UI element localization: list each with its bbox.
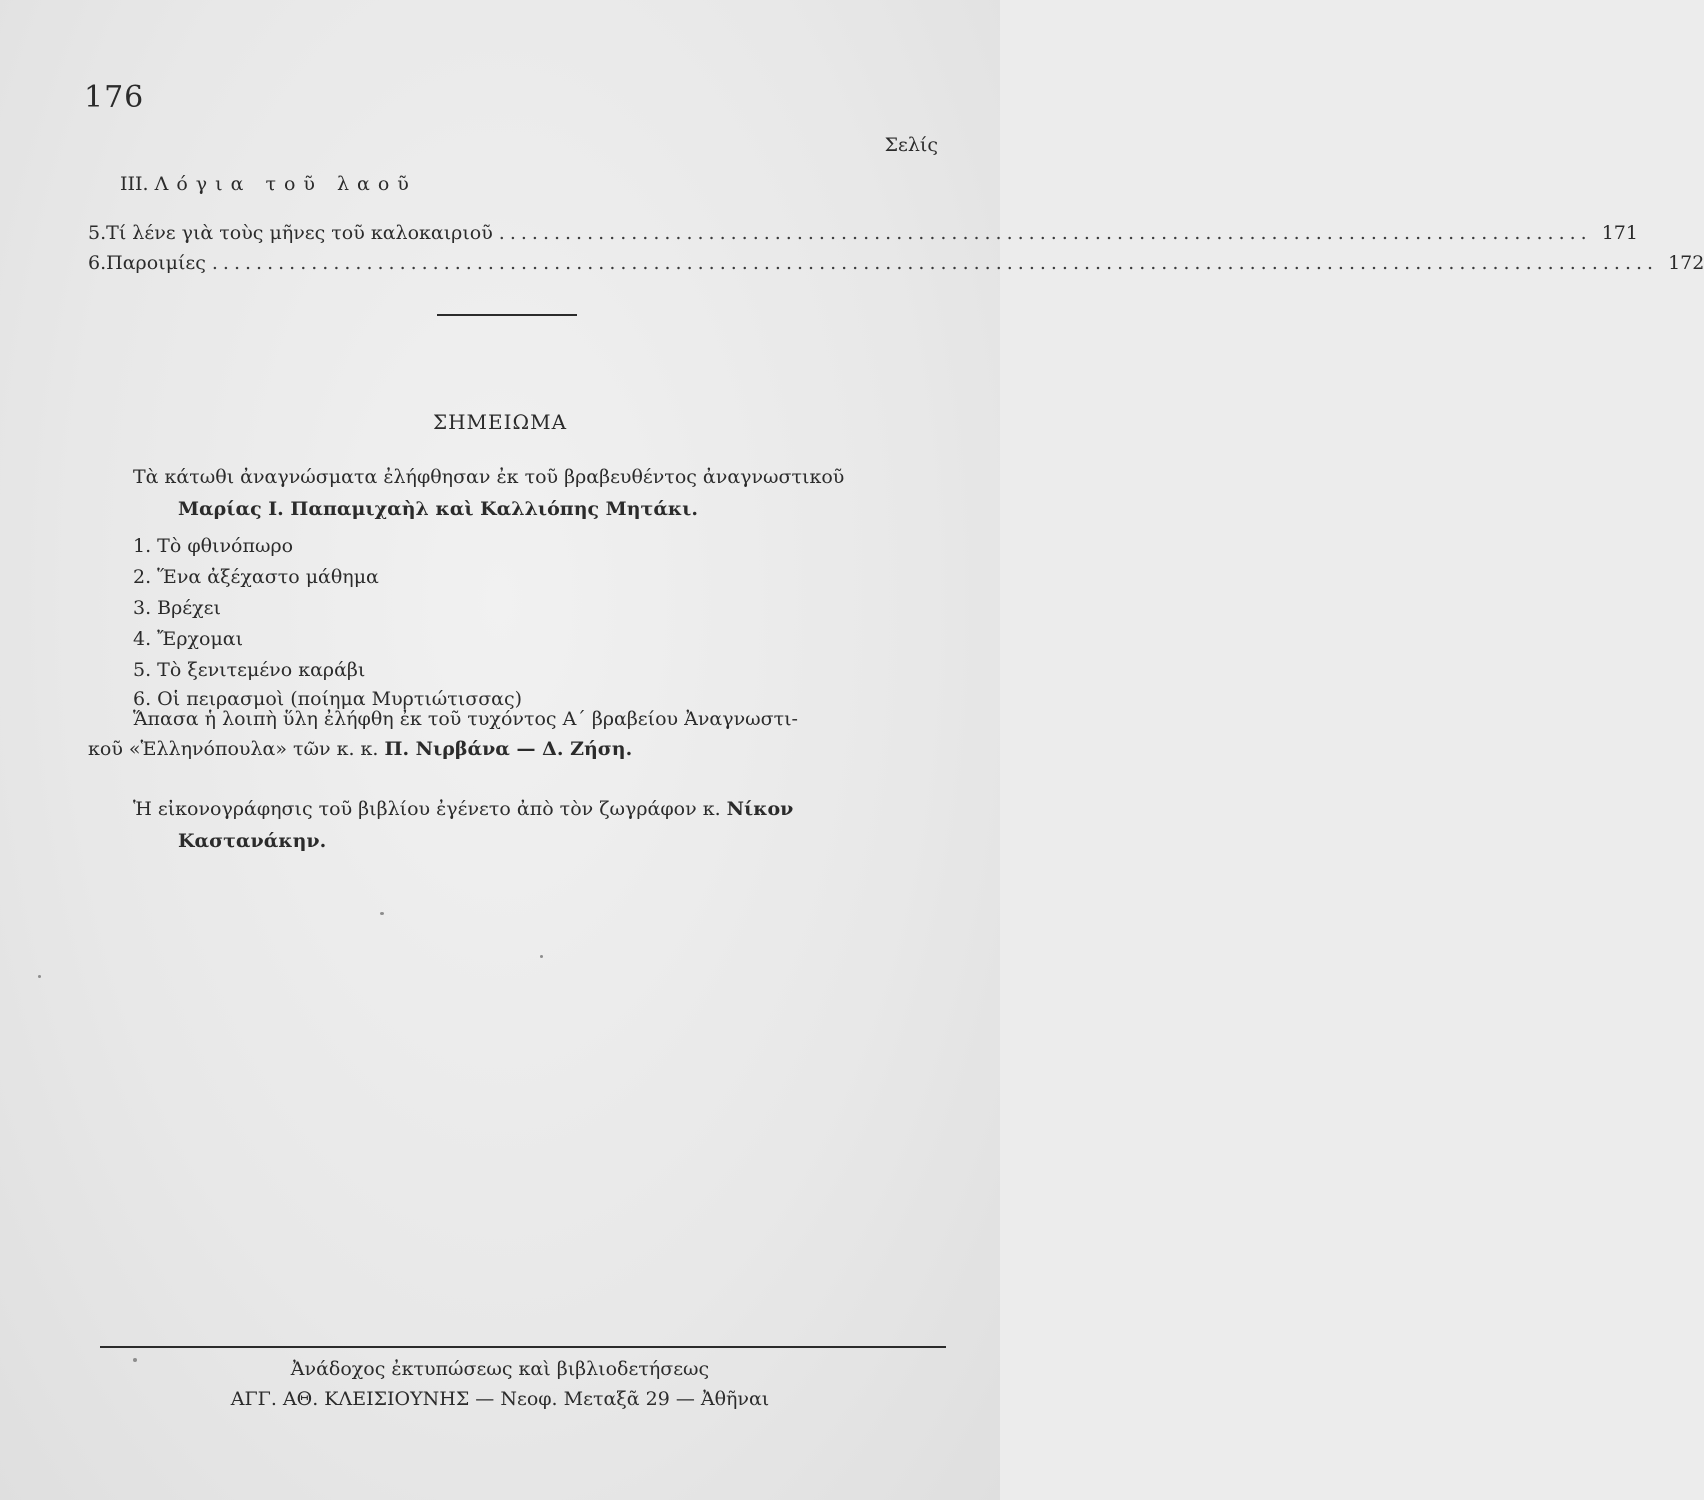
paper-speck <box>540 955 543 958</box>
section-title: Λόγια τοῦ λαοῦ <box>154 173 417 195</box>
notes-rest-sources <box>88 740 632 759</box>
toc-dot-leader: ................................................................................................................................... <box>211 252 1659 274</box>
notes-intro-line: Τὰ κάτωθι ἀναγνώσματα ἐλήφθησαν ἐκ τοῦ βραβευθέντος ἀναγνωστικοῦ <box>133 466 845 488</box>
toc-entry <box>88 252 1704 274</box>
notes-intro-authors: Μαρίας Ι. Παπαμιχαὴλ καὶ Καλλιόπης Μητάκι. <box>178 498 698 520</box>
page-number: 176 <box>84 80 145 115</box>
notes-list-item: 5. Τὸ ξενιτεμένο καράβι <box>133 659 366 681</box>
notes-illustration-line <box>133 800 793 819</box>
toc-entry-number: 5. <box>88 222 107 244</box>
toc-dot-leader: ................................................................................................... <box>498 222 1592 244</box>
paper-speck <box>38 975 41 978</box>
notes-illustrator-last-name: Καστανάκην. <box>178 830 327 852</box>
notes-rest-line: Ἅπασα ἡ λοιπὴ ὕλη ἐλήφθη ἐκ τοῦ τυχόντος Α΄ βραβείου Ἀναγνωστι- <box>133 708 798 730</box>
notes-list-item: 2. Ἕνα ἀξέχαστο μάθημα <box>133 566 379 588</box>
toc-entry-page: 171 <box>1601 222 1638 244</box>
notes-list-item: 4. Ἔρχομαι <box>133 628 244 650</box>
notes-illustration-text: Ἡ εἰκονογράφησις τοῦ βιβλίου ἐγένετο ἀπὸ τὸν ζωγράφον κ. <box>133 798 727 820</box>
notes-list-item: 3. Βρέχει <box>133 597 221 619</box>
notes-rest-sources-authors: Π. Νιρβάνα — Δ. Ζήση. <box>384 738 633 760</box>
toc-entry-title: Τί λένε γιὰ τοὺς μῆνες τοῦ καλοκαιριοῦ <box>106 222 493 244</box>
notes-title: ΣΗΜΕΙΩΜΑ <box>432 410 568 434</box>
notes-illustrator-first-name: Νίκον <box>726 798 794 820</box>
section-numeral: III. <box>120 173 149 195</box>
section-heading <box>120 173 417 195</box>
section-divider <box>437 314 577 316</box>
toc-entry <box>88 222 1638 244</box>
notes-list-item: 1. Τὸ φθινόπωρο <box>133 535 294 557</box>
toc-entry-title: Παροιμίες <box>106 252 206 274</box>
toc-entry-page: 172 <box>1668 252 1704 274</box>
page-column-header: Σελίς <box>884 134 938 156</box>
paper-speck <box>133 1358 137 1362</box>
printer-name-address: ΑΓΓ. ΑΘ. ΚΛΕΙΣΙΟΥΝΗΣ — Νεοφ. Μεταξᾶ 29 — Ἀθῆναι <box>230 1388 770 1410</box>
footer-rule <box>100 1346 946 1348</box>
printer-credit: Ἀνάδοχος ἐκτυπώσεως καὶ βιβλιοδετήσεως <box>290 1358 710 1380</box>
notes-rest-sources-text: κοῦ «Ἑλληνόπουλα» τῶν κ. κ. <box>88 738 385 760</box>
notes-list-item: 6. Οἱ πειρασμοὶ (ποίημα Μυρτιώτισσας) <box>133 688 523 710</box>
paper-speck <box>380 912 384 915</box>
toc-entry-number: 6. <box>88 252 107 274</box>
